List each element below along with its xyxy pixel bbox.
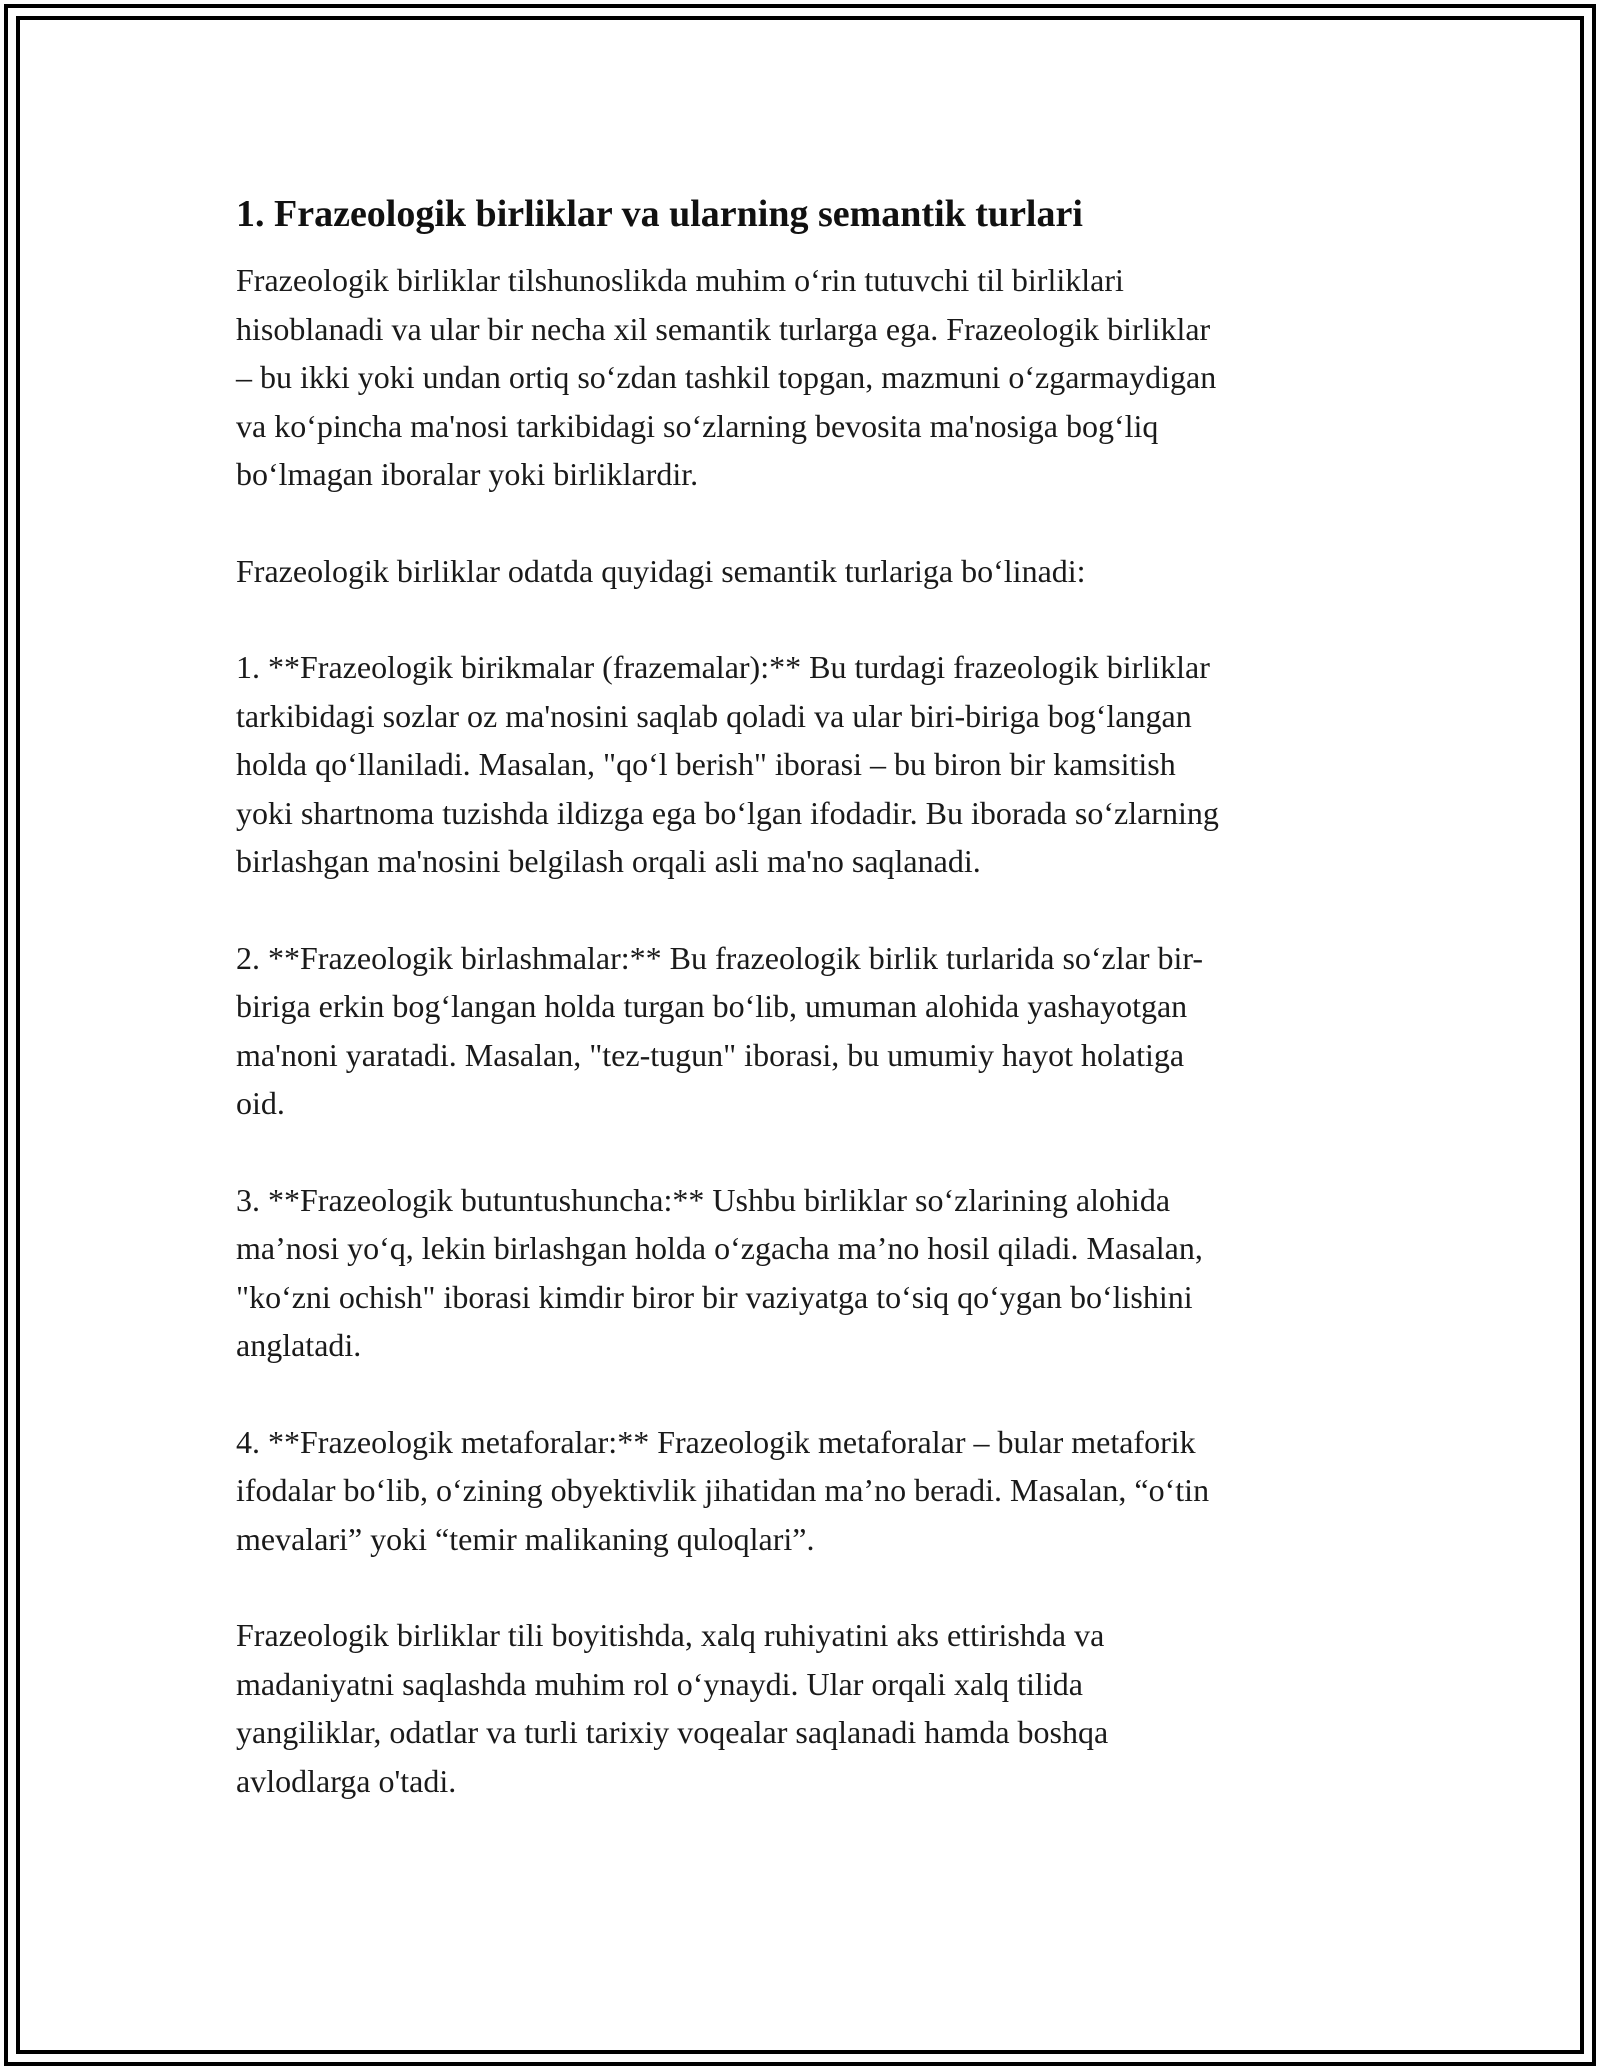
document-title: 1. Frazeologik birliklar va ularning semantik turlari	[236, 193, 1083, 235]
document-body	[236, 184, 1376, 1805]
list-item-birikmalar: 1. **Frazeologik birikmalar (frazemalar):** Bu turdagi frazeologik birliklar tarkibidagi sozlar oz ma'nosini saqlab qoladi va ular biri-biriga bog‘langan holda qo‘llaniladi. Masalan, "qo‘l berish" iborasi – bu biron bir kamsitish yoki shartnoma tuzishda ildizga ega bo‘lgan ifodadir. Bu iborada so‘zlarning birlashgan ma'nosini belgilash orqali asli ma'no saqlanadi.	[236, 649, 1219, 879]
list-item-birlashmalar: 2. **Frazeologik birlashmalar:** Bu frazeologik birlik turlarida so‘zlar bir- biriga erkin bog‘langan holda turgan bo‘lib, umuman alohida yashayotgan ma'noni yaratadi. Masalan, "tez-tugun" iborasi, bu umumiy hayot holatiga oid.	[236, 939, 1204, 1121]
paragraph-intro: Frazeologik birliklar tilshunoslikda muhim o‘rin tutuvchi til birliklari hisoblanadi va ular bir necha xil semantik turlarga ega. Frazeologik birliklar – bu ikki yoki undan ortiq so‘zdan tashkil topgan, mazmuni o‘zgarmaydigan va ko‘pincha ma'nosi tarkibidagi so‘zlarning bevosita ma'nosiga bog‘liq bo‘lmagan iboralar yoki birliklardir.	[236, 262, 1217, 492]
paragraph-conclusion: Frazeologik birliklar tili boyitishda, xalq ruhiyatini aks ettirishda va madaniyatni saqlashda muhim rol o‘ynaydi. Ular orqali xalq tilida yangiliklar, odatlar va turli tarixiy voqealar saqlanadi hamda boshqa avlodlarga o'tadi.	[236, 1617, 1109, 1799]
paragraph-types-lead: Frazeologik birliklar odatda quyidagi semantik turlariga bo‘linadi:	[236, 552, 1086, 589]
list-item-metaforalar: 4. **Frazeologik metaforalar:** Frazeologik metaforalar – bular metaforik ifodalar bo‘lib, o‘zining obyektivlik jihatidan ma’no beradi. Masalan, “o‘tin mevalari” yoki “temir malikaning quloqlari”.	[236, 1423, 1210, 1557]
list-item-butuntushuncha: 3. **Frazeologik butuntushuncha:** Ushbu birliklar so‘zlarining alohida ma’nosi yo‘q, lekin birlashgan holda o‘zgacha ma’no hosil qiladi. Masalan, "ko‘zni ochish" iborasi kimdir biror bir vaziyatga to‘siq qo‘ygan bo‘lishini anglatadi.	[236, 1181, 1203, 1363]
